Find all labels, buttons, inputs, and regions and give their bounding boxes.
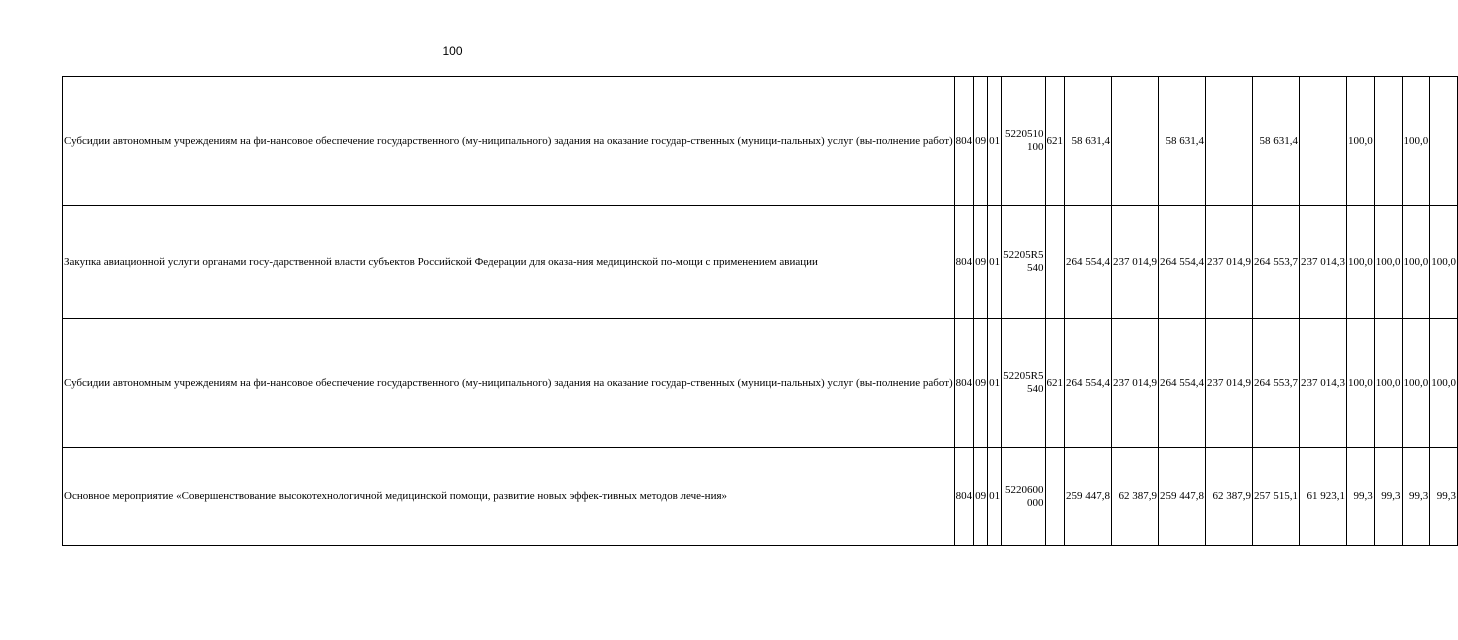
percent-3: 99,3: [1402, 448, 1430, 546]
percent-1: 99,3: [1347, 448, 1375, 546]
target-article-line2: 540: [1027, 383, 1044, 395]
amount-5: 257 515,1: [1253, 448, 1300, 546]
row-name: Субсидии автономным учреждениям на фи-нансовое обеспечение государственного (му-ниципального) задания на оказание государ-ственных (муници-пальных) услуг (вы-полнение работ): [63, 319, 955, 448]
code-subsection: 01: [988, 206, 1002, 319]
target-article-line2: 540: [1027, 262, 1044, 274]
row-name: Субсидии автономным учреждениям на фи-нансовое обеспечение государственного (му-ниципального) задания на оказание государ-ственных (муници-пальных) услуг (вы-полнение работ): [63, 77, 955, 206]
amount-2: 237 014,9: [1112, 319, 1159, 448]
percent-2: 100,0: [1374, 206, 1402, 319]
amount-1: 259 447,8: [1065, 448, 1112, 546]
budget-table: [62, 76, 1458, 546]
code-section: 09: [974, 319, 988, 448]
target-article: [1002, 77, 1045, 206]
amount-6: [1300, 77, 1347, 206]
target-article: [1002, 319, 1045, 448]
page-number: 100: [442, 44, 463, 58]
row-name: Основное мероприятие «Совершенствование высокотехнологичной медицинской помощи, развитие новых эффек-тивных методов лече-ния»: [63, 448, 955, 546]
percent-1: 100,0: [1347, 206, 1375, 319]
amount-6: 237 014,3: [1300, 319, 1347, 448]
table-row: [63, 77, 1458, 206]
amount-5: 264 553,7: [1253, 319, 1300, 448]
percent-4: 100,0: [1430, 319, 1458, 448]
amount-5: 58 631,4: [1253, 77, 1300, 206]
code-section: 09: [974, 448, 988, 546]
table-row: [63, 319, 1458, 448]
amount-4: 237 014,9: [1206, 206, 1253, 319]
amount-3: 58 631,4: [1159, 77, 1206, 206]
percent-4: 99,3: [1430, 448, 1458, 546]
amount-4: 237 014,9: [1206, 319, 1253, 448]
amount-2: 62 387,9: [1112, 448, 1159, 546]
target-article: [1002, 206, 1045, 319]
expense-type: 621: [1045, 319, 1065, 448]
code-ministry: 804: [954, 448, 974, 546]
amount-1: 264 554,4: [1065, 206, 1112, 319]
table-row: [63, 206, 1458, 319]
code-ministry: 804: [954, 77, 974, 206]
amount-4: [1206, 77, 1253, 206]
code-section: 09: [974, 77, 988, 206]
target-article-line1: 52205R5: [1003, 370, 1044, 383]
amount-2: 237 014,9: [1112, 206, 1159, 319]
code-subsection: 01: [988, 319, 1002, 448]
expense-type: [1045, 206, 1065, 319]
amount-1: 264 554,4: [1065, 319, 1112, 448]
percent-1: 100,0: [1347, 319, 1375, 448]
code-section: 09: [974, 206, 988, 319]
expense-type: 621: [1045, 77, 1065, 206]
target-article-line2: 000: [1027, 496, 1044, 509]
amount-3: 264 554,4: [1159, 319, 1206, 448]
target-article-line2: 100: [1027, 141, 1044, 153]
table-row: [63, 448, 1458, 546]
amount-2: [1112, 77, 1159, 206]
amount-3: 264 554,4: [1159, 206, 1206, 319]
percent-2: 100,0: [1374, 319, 1402, 448]
percent-1: 100,0: [1347, 77, 1375, 206]
target-article-line1: 5220510: [1005, 128, 1044, 141]
row-name: Закупка авиационной услуги органами госу-дарственной власти субъектов Российской Федерации для оказа-ния медицинской по-мощи с применением авиации: [63, 206, 955, 319]
percent-2: 99,3: [1374, 448, 1402, 546]
percent-4: [1430, 77, 1458, 206]
percent-2: [1374, 77, 1402, 206]
amount-4: 62 387,9: [1206, 448, 1253, 546]
percent-3: 100,0: [1402, 319, 1430, 448]
target-article-line1: 52205R5: [1003, 249, 1044, 262]
expense-type: [1045, 448, 1065, 546]
code-subsection: 01: [988, 448, 1002, 546]
code-ministry: 804: [954, 319, 974, 448]
target-article-line1: 5220600: [1005, 483, 1044, 496]
amount-3: 259 447,8: [1159, 448, 1206, 546]
percent-4: 100,0: [1430, 206, 1458, 319]
code-subsection: 01: [988, 77, 1002, 206]
code-ministry: 804: [954, 206, 974, 319]
amount-6: 61 923,1: [1300, 448, 1347, 546]
amount-6: 237 014,3: [1300, 206, 1347, 319]
percent-3: 100,0: [1402, 77, 1430, 206]
amount-5: 264 553,7: [1253, 206, 1300, 319]
percent-3: 100,0: [1402, 206, 1430, 319]
amount-1: 58 631,4: [1065, 77, 1112, 206]
target-article: [1002, 448, 1045, 546]
